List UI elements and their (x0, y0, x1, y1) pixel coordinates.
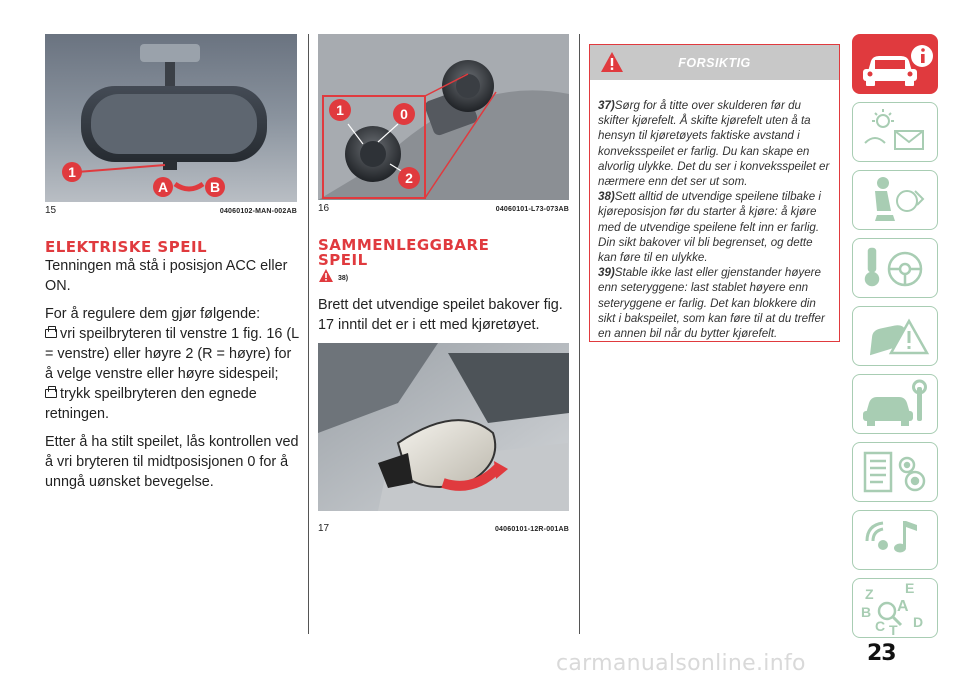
caution-item (598, 98, 831, 189)
figure-16-caption (318, 203, 569, 214)
tab-seat-airbag[interactable] (852, 170, 938, 230)
index-letter: E (905, 580, 915, 596)
key-steering-wheel-icon (853, 239, 938, 298)
folding-mirror-photo (318, 343, 569, 511)
paragraph: Brett det utvendige speilet bakover fig. 17 inntil det er i ett med kjøretøyet. (318, 297, 563, 333)
list-item-text: trykk speilbryteren den egnede retningen. (45, 386, 257, 422)
figure-16 (318, 34, 569, 200)
caution-box (589, 44, 840, 342)
caution-item (598, 265, 831, 341)
tab-car-warning[interactable] (852, 306, 938, 366)
paragraph: For å regulere dem gjør følgende: (45, 306, 261, 322)
middle-body-text (318, 295, 568, 343)
svg-text:A: A (157, 179, 169, 195)
rearview-mirror-photo (45, 34, 297, 202)
figure-code: 04060102-MAN-002AB (219, 208, 297, 215)
tab-specs[interactable] (852, 442, 938, 502)
note-number: 38) (338, 275, 349, 282)
warning-triangle-icon (318, 268, 334, 283)
watermark: carmanualsonline.info (556, 651, 806, 676)
figure-code: 04060101-L73-073AB (495, 206, 569, 213)
bullet-icon (45, 329, 57, 338)
figure-code: 04060101-12R-001AB (494, 526, 569, 533)
mirror-switch-photo (318, 34, 569, 200)
caution-item-number: 37) (598, 99, 615, 112)
car-wrench-icon (853, 375, 938, 434)
seat-airbag-icon (853, 171, 938, 230)
svg-text:1: 1 (336, 102, 344, 118)
figure-15-caption (45, 205, 297, 216)
car-warning-icon (853, 307, 938, 366)
tab-car-info[interactable] (852, 34, 938, 94)
tab-dashboard-lights[interactable] (852, 102, 938, 162)
car-info-icon (853, 35, 938, 94)
figure-17-caption (318, 523, 569, 534)
caution-title: FORSIKTIG (678, 56, 751, 70)
caution-note-reference (318, 268, 348, 283)
figure-15 (45, 34, 297, 202)
caution-body (590, 80, 839, 341)
caution-item-text: Stable ikke last eller gjenstander høyere enn seteryggene: last stablet høyere enn seteryggene er farlig. Det kan blokkere din sikt i bakspeilet, som kan føre til at du treffer en annen bil når du bytter kjørefelt. (598, 266, 825, 341)
figure-number: 15 (45, 205, 57, 216)
list-item (45, 384, 303, 424)
dashboard-lights-icon (853, 103, 938, 162)
paragraph: Tenningen må stå i posisjon ACC eller ON. (45, 258, 288, 294)
figure-number: 17 (318, 523, 330, 534)
index-letter: T (889, 622, 898, 638)
index-letter: D (913, 614, 924, 630)
index-letter: Z (865, 586, 874, 602)
section-heading-folding-mirrors: SAMMENLEGGBARE SPEIL (318, 236, 490, 269)
caution-item-text: Sørg for å titte over skulderen før du skifter kjørefelt. Å skifte kjørefelt uten å ta hensyn til kjøretøyets faktiske avstand i konveksspeilet er farlig. Du kan skape en alvorlig ulykke. Det du ser i konveksspeilet er nærmere enn det ser ut som. (598, 99, 830, 189)
tab-car-wrench[interactable] (852, 374, 938, 434)
caution-header (590, 45, 839, 80)
section-heading-electric-mirrors: ELEKTRISKE SPEIL (45, 238, 208, 256)
tab-radio-music[interactable] (852, 510, 938, 570)
index-letter: B (861, 604, 872, 620)
list-item-text: vri speilbryteren til venstre 1 fig. 16 (L = venstre) eller høyre 2 (R = høyre) for å velge venstre eller høyre sidespeil; (45, 326, 299, 382)
column-divider (579, 34, 580, 634)
figure-number: 16 (318, 203, 330, 214)
figure-17 (318, 343, 569, 511)
svg-text:0: 0 (400, 106, 408, 122)
tab-alphabet-index[interactable] (852, 578, 938, 638)
tab-key-steering[interactable] (852, 238, 938, 298)
caution-item-text: Sett alltid de utvendige speilene tilbake i kjøreposisjon før du starter å kjøre: å kjøre med de utvendige speilene felt inn er farlig. Din sikt bakover vil bli begrenset, og dette kan føre til en ulykke. (598, 190, 822, 265)
page-number: 23 (867, 641, 896, 666)
chapter-tabs (852, 34, 938, 646)
svg-text:2: 2 (405, 170, 413, 186)
paragraph: Etter å ha stilt speilet, lås kontrollen ved å vri bryteren til midtposisjonen 0 for å unngå uønsket bevegelse. (45, 434, 299, 490)
list-item (45, 324, 303, 384)
radio-music-icon (853, 511, 938, 570)
column-divider (308, 34, 309, 634)
svg-text:1: 1 (68, 164, 76, 180)
index-letter: C (875, 618, 886, 634)
bullet-icon (45, 389, 57, 398)
index-letter: A (897, 598, 909, 615)
left-body-text (45, 256, 303, 500)
caution-item-number: 39) (598, 266, 615, 280)
caution-item-number: 38) (598, 190, 615, 204)
specs-gears-icon (853, 443, 938, 502)
alphabet-index-icon (853, 579, 938, 638)
caution-item (598, 189, 831, 265)
svg-text:B: B (209, 179, 221, 195)
